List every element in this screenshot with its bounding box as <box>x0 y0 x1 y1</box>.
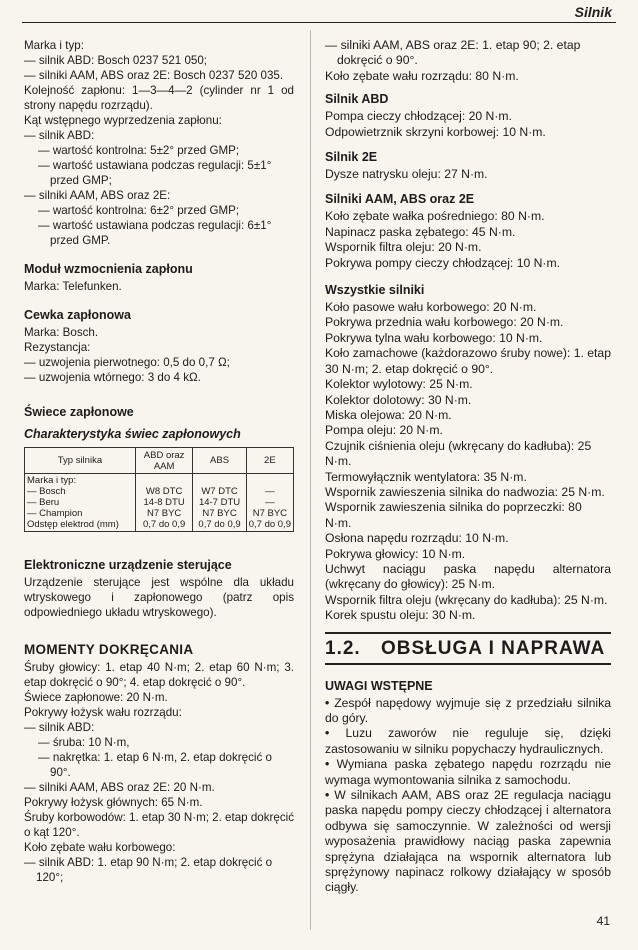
table-header: ABS <box>193 448 246 474</box>
text-line: Rezystancja: <box>24 341 91 354</box>
text-line: Świece zapłonowe: 20 N·m. <box>24 691 168 704</box>
text-line: Czujnik ciśnienia oleju (wkręcany do kadłuba): 25 N·m. <box>325 438 592 469</box>
text-line: Kąt wstępnego wyprzedzenia zapłonu: <box>24 114 222 127</box>
text-line: Uchwyt naciągu paska napędu alternatora (wkręcany do głowicy): 25 N·m. <box>325 561 611 592</box>
spark-plug-table <box>24 447 294 532</box>
text-line: — wartość ustawiana podczas regulacji: 5±1° przed GMP; <box>38 159 272 187</box>
table-header: Typ silnika <box>25 448 136 474</box>
heading-spark-characteristics: Charakterystyka świec zapłonowych <box>24 427 241 441</box>
text-line: Marka: Telefunken. <box>24 280 122 293</box>
text-line: Koło zębate wałka pośredniego: 80 N·m. <box>325 209 545 224</box>
table-cell: — Champion <box>27 508 83 519</box>
text-line: Koło zębate wału korbowego: <box>24 841 176 854</box>
text-line: Kolektor wylotowy: 25 N·m. <box>325 377 473 392</box>
heading-spark-plugs: Świece zapłonowe <box>24 405 134 419</box>
header-rule <box>22 22 616 23</box>
table-cell: 0,7 do 0,9 <box>142 519 186 530</box>
heading-engine-2e: Silnik 2E <box>325 150 378 165</box>
text-line: Miska olejowa: 20 N·m. <box>325 407 452 422</box>
table-cell: — <box>265 497 275 508</box>
section-title <box>325 632 611 665</box>
text-line: Wspornik filtra oleju: 20 N·m. <box>325 240 482 255</box>
table-cell: W7 DTC <box>201 486 238 497</box>
section-number: 1.2. <box>325 637 361 659</box>
paragraph: Urządzenie sterujące jest wspólne dla układu wtryskowego i zapłonowego (patrz opis odpowiedniego układu wtryskowego). <box>24 576 294 619</box>
table-cell: — <box>265 486 275 497</box>
heading-ecu: Elektroniczne urządzenie sterujące <box>24 558 232 572</box>
table-cell: 14-7 DTU <box>198 497 241 508</box>
text-line: Dysze natrysku oleju: 27 N·m. <box>325 167 488 182</box>
text-line: — silniki AAM, ABS oraz 2E: 1. etap 90; 2. etap dokręcić o 90°. <box>325 38 581 68</box>
text-line: Napinacz paska zębatego: 45 N·m. <box>325 224 516 239</box>
text-line: Wspornik zawieszenia silnika do poprzeczki: 80 N·m. <box>325 500 582 530</box>
text-line: Marka: Bosch. <box>24 326 99 339</box>
text-line: Pokrywa tylna wału korbowego: 10 N·m. <box>325 330 543 345</box>
text-line: Pokrywy łożysk wału rozrządu: <box>24 706 182 719</box>
text-line: Kolejność zapłonu: 1—3—4—2 (cylinder nr 1 od strony napędu rozrządu). <box>24 84 294 112</box>
table-cell: — Bosch <box>27 486 66 497</box>
table-cell: N7 BYC <box>146 508 182 519</box>
table-cell: N7 BYC <box>252 508 288 519</box>
bullet-text: Luzu zaworów nie reguluje się, dzięki zastosowaniu w silniku popychaczy hydraulicznych. <box>325 726 612 756</box>
table-cell: 0,7 do 0,9 <box>248 519 291 530</box>
text-line: — wartość ustawiana podczas regulacji: 6±1° przed GMP. <box>38 219 272 247</box>
heading-ignition-coil: Cewka zapłonowa <box>24 308 131 322</box>
table-column-abd <box>135 474 192 532</box>
text-line: Pokrywy łożysk głównych: 65 N·m. <box>24 796 203 809</box>
bullet-item: • Zespół napędowy wyjmuje się z przedziału silnika do góry. <box>325 695 612 725</box>
table-header: 2E <box>246 448 293 474</box>
text-line: — silnik ABD: Bosch 0237 521 050; <box>24 54 208 67</box>
text-line: Pokrywa głowicy: 10 N·m. <box>325 546 466 561</box>
table-row <box>25 474 294 532</box>
table-cell: W8 DTC <box>145 486 183 497</box>
text-line: Korek spustu oleju: 30 N·m. <box>325 608 476 623</box>
table-cell: — Beru <box>27 497 60 508</box>
table-header-row <box>25 448 294 474</box>
text-line: — silniki AAM, ABS oraz 2E: Bosch 0237 520 035. <box>24 69 284 82</box>
text-line: Marka i typ: <box>24 39 84 52</box>
table-cell: Odstęp elektrod (mm) <box>27 519 119 530</box>
table-row-labels <box>25 474 136 532</box>
table-cell: N7 BYC <box>202 508 237 519</box>
text-line: — wartość kontrolna: 5±2° przed GMP; <box>38 144 240 157</box>
heading-ignition-module: Moduł wzmocnienia zapłonu <box>24 262 193 276</box>
text-line: — silniki AAM, ABS oraz 2E: 20 N·m. <box>24 781 215 794</box>
text-line: — uzwojenia pierwotnego: 0,5 do 0,7 Ω; <box>24 356 230 369</box>
text-line: Pompa oleju: 20 N·m. <box>325 423 443 438</box>
table-column-2e <box>246 474 293 532</box>
table-cell: 0,7 do 0,9 <box>198 519 241 530</box>
text-line: — silniki AAM, ABS oraz 2E: <box>24 189 171 202</box>
text-line: — uzwojenia wtórnego: 3 do 4 kΩ. <box>24 371 201 384</box>
heading-engines-aam-abs-2e: Silniki AAM, ABS oraz 2E <box>325 192 475 207</box>
bullet-item: • W silnikach AAM, ABS oraz 2E regulacja naciągu paska napędu pompy cieczy chłodzącej i alternatora odbywa się samoczynnie. W zależności od wersji wyposażenia prawidłowy naciąg paska zapewnia sprężyna działająca na wspornik alternatora lub sprężynowy napinacz rolkowy działający w sposób ciągły. <box>325 788 612 895</box>
text-line: — nakrętka: 1. etap 6 N·m, 2. etap dokręcić o 90°. <box>38 751 272 779</box>
text-line: — silnik ABD: 1. etap 90 N·m; 2. etap dokręcić o 120°; <box>24 856 273 884</box>
section-title-text: OBSŁUGA I NAPRAWA <box>381 637 606 659</box>
text-line: Pokrywa pompy cieczy chłodzącej: 10 N·m. <box>325 255 561 270</box>
heading-preliminary-notes: UWAGI WSTĘPNE <box>325 678 433 693</box>
text-line: Wspornik zawieszenia silnika do nadwozia: 25 N·m. <box>325 484 605 499</box>
table-cell: 14-8 DTU <box>143 497 185 508</box>
text-line: Koło zamachowe (każdorazowo śruby nowe): 1. etap 30 N·m; 2. etap dokręcić o 90°. <box>325 346 611 376</box>
text-line: Osłona napędu rozrządu: 10 N·m. <box>325 531 509 546</box>
text-line: Koło zębate wału rozrządu: 80 N·m. <box>325 68 519 83</box>
text-line: Wspornik filtra oleju (wkręcany do kadłuba): 25 N·m. <box>325 592 608 607</box>
right-column <box>325 38 611 896</box>
text-line: Pokrywa przednia wału korbowego: 20 N·m. <box>325 315 564 330</box>
text-line: Koło pasowe wału korbowego: 20 N·m. <box>325 300 537 315</box>
bullet-text: Zespół napędowy wyjmuje się z przedziału silnika do góry. <box>325 695 612 725</box>
bullet-item: • Luzu zaworów nie reguluje się, dzięki zastosowaniu w silniku popychaczy hydraulicznych. <box>325 726 612 756</box>
heading-engine-abd: Silnik ABD <box>325 92 389 107</box>
text-line: Odpowietrznik skrzyni korbowej: 10 N·m. <box>325 124 546 139</box>
bullet-text: W silnikach AAM, ABS oraz 2E regulacja naciągu paska napędu pompy cieczy chłodzącej i alternatora odbywa się samoczynnie. W zależności od wersji wyposażenia prawidłowy naciąg paska zapewnia sprężyna działająca na wspornik alternatora lub sprężynowy napinacz rolkowy działający w sposób ciągły. <box>325 788 612 895</box>
page-number: 41 <box>596 914 610 928</box>
text-line: — śruba: 10 N·m, <box>38 736 130 749</box>
column-divider <box>310 30 311 930</box>
bullet-text: Wymiana paska zębatego napędu rozrządu nie wymaga wymontowania silnika z samochodu. <box>325 757 611 787</box>
table-cell: Marka i typ: <box>27 475 77 486</box>
bullet-item: • Wymiana paska zębatego napędu rozrządu nie wymaga wymontowania silnika z samochodu. <box>325 757 611 787</box>
table-header: ABD oraz AAM <box>135 448 192 474</box>
text-line: — silnik ABD: <box>24 129 95 142</box>
heading-all-engines: Wszystkie silniki <box>325 283 425 298</box>
heading-torques: MOMENTY DOKRĘCANIA <box>24 642 194 657</box>
text-line: Śruby głowicy: 1. etap 40 N·m; 2. etap 60 N·m; 3. etap dokręcić o 90°; 4. etap dokręcić o 90°. <box>24 661 294 689</box>
running-head: Silnik <box>574 4 612 20</box>
left-column <box>24 38 294 885</box>
text-line: Śruby korbowodów: 1. etap 30 N·m; 2. etap dokręcić o kąt 120°. <box>24 811 295 839</box>
text-line: — silnik ABD: <box>24 721 95 734</box>
table-column-abs <box>193 474 246 532</box>
text-line: Kolektor dolotowy: 30 N·m. <box>325 392 472 407</box>
text-line: Pompa cieczy chłodzącej: 20 N·m. <box>325 109 512 124</box>
text-line: Termowyłącznik wentylatora: 35 N·m. <box>325 469 527 484</box>
text-line: — wartość kontrolna: 6±2° przed GMP; <box>38 204 240 217</box>
